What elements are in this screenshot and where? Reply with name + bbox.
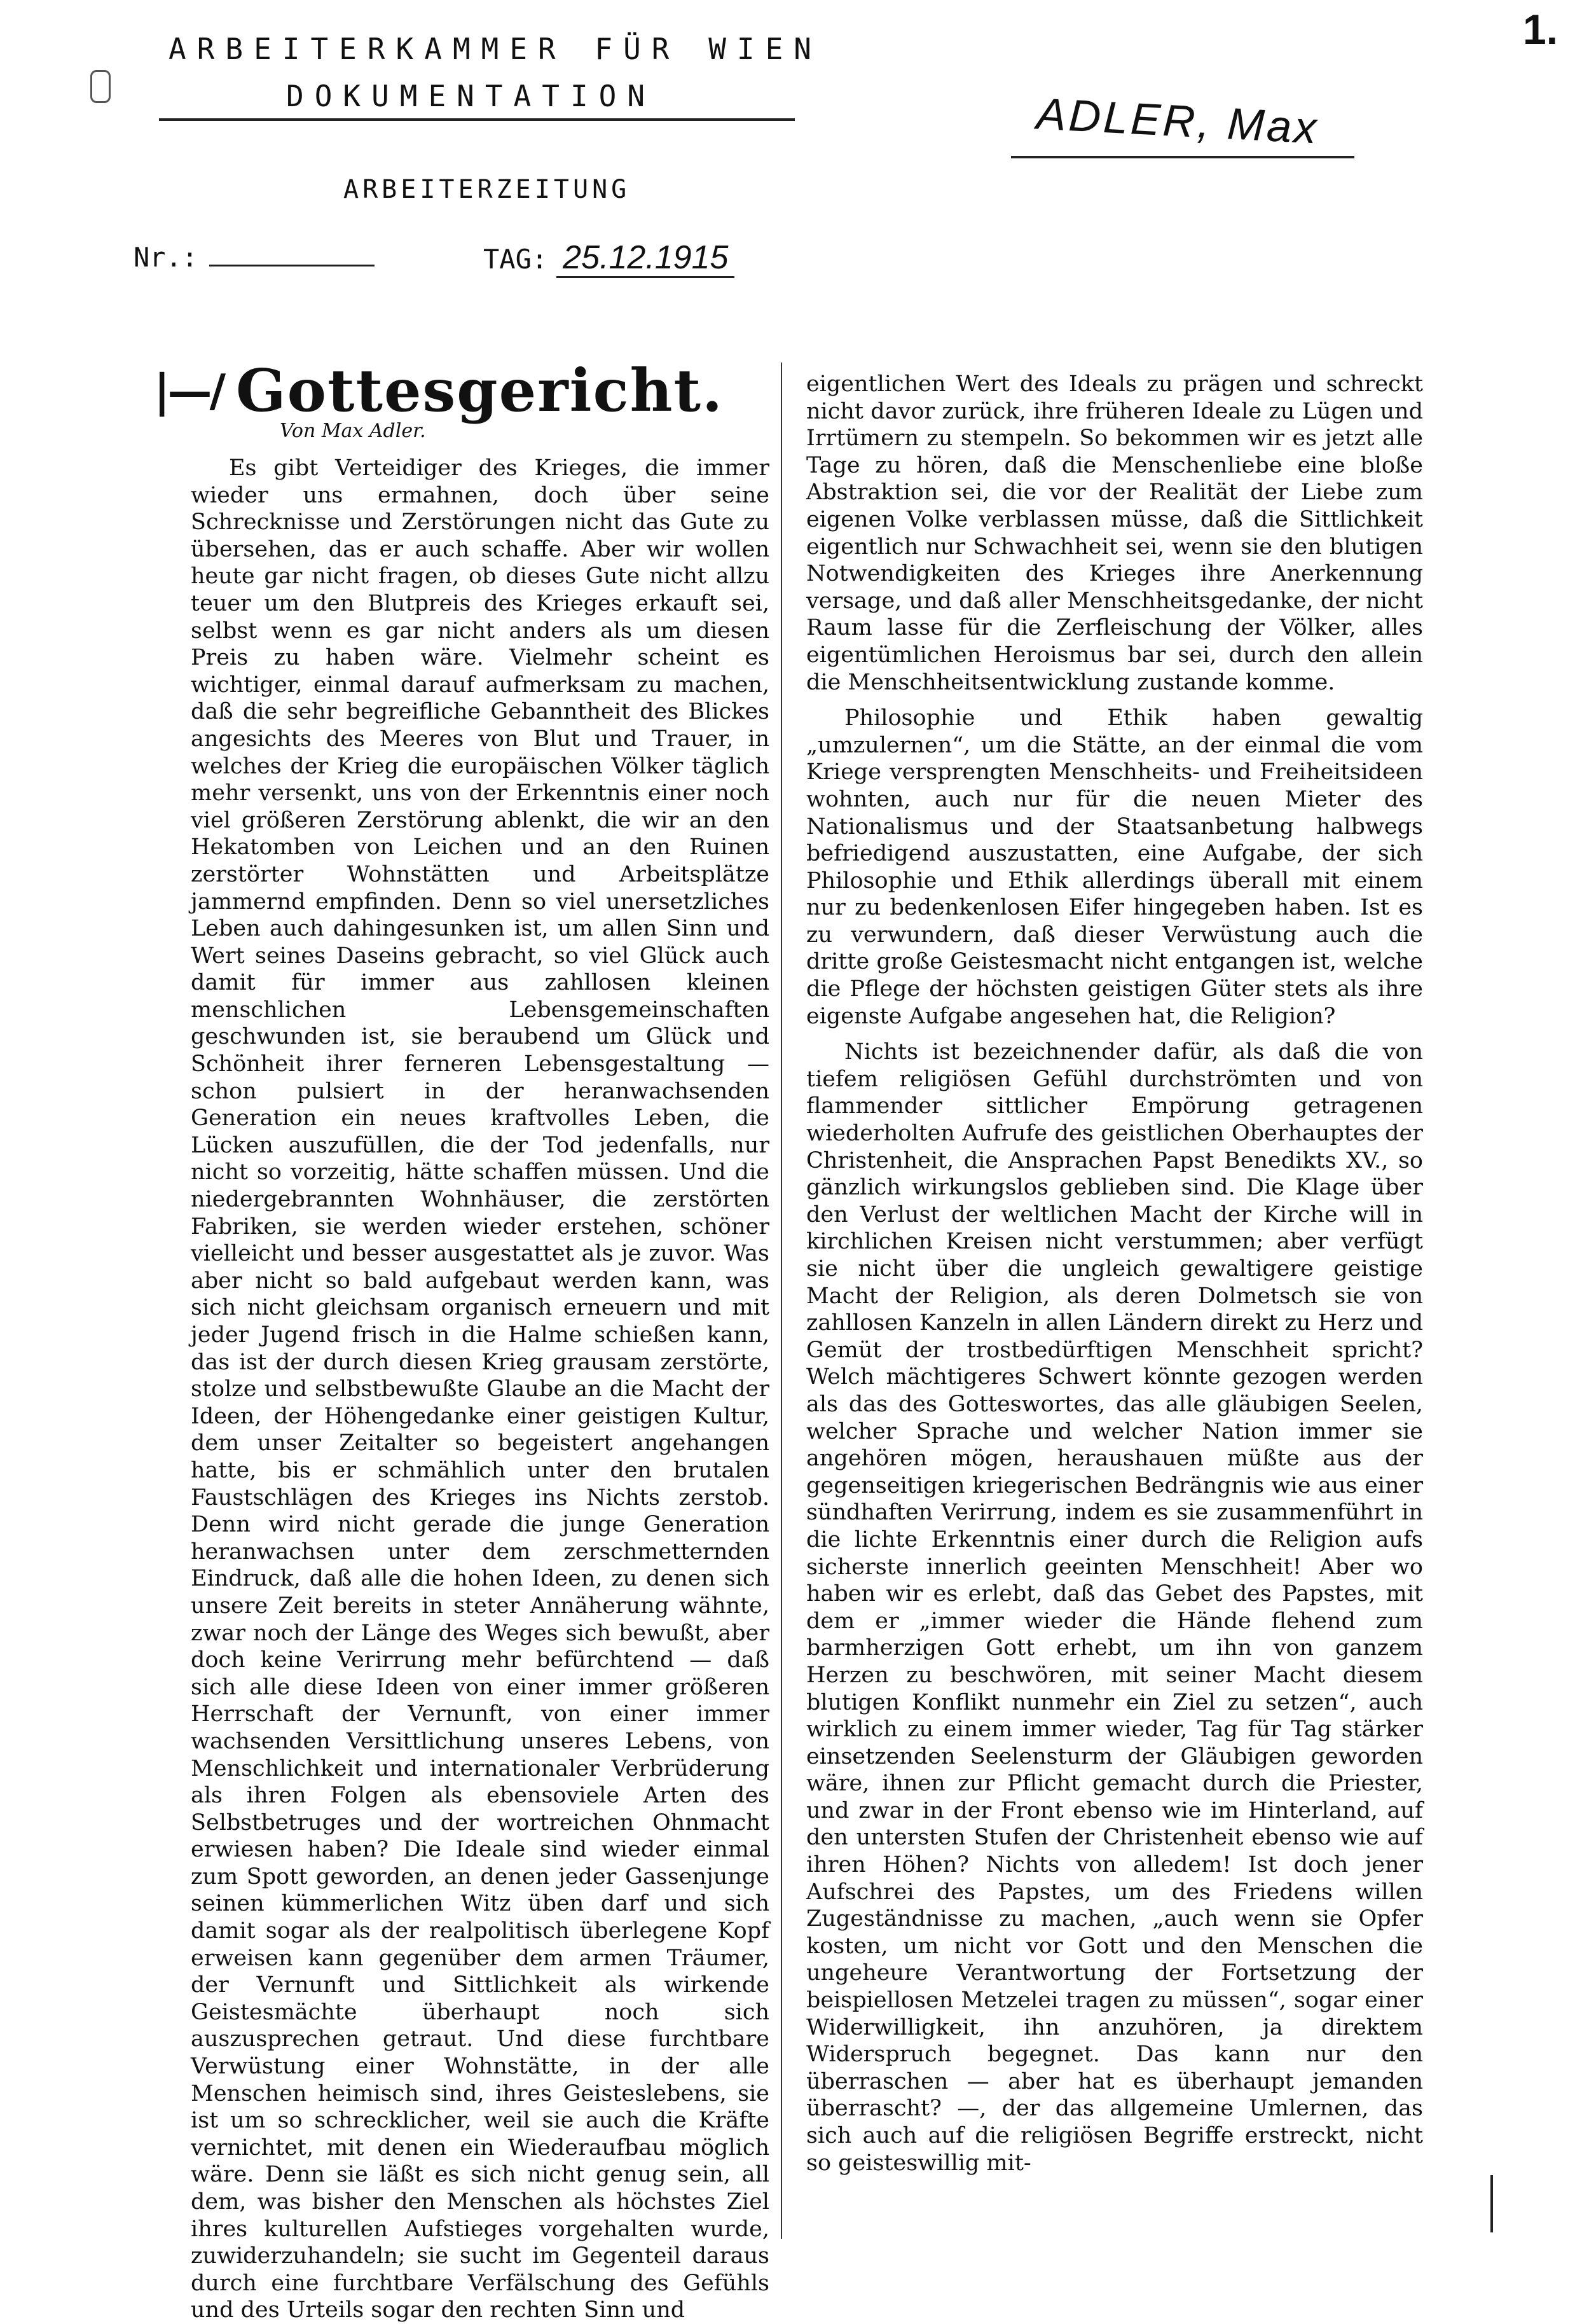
article-byline: Von Max Adler. <box>280 420 426 442</box>
article-title: Gottesgericht. <box>236 356 724 425</box>
archive-header <box>169 25 822 120</box>
issue-number-field <box>134 242 375 273</box>
page-number: 1. <box>1523 6 1558 53</box>
newspaper-name: ARBEITERZEITUNG <box>343 175 631 204</box>
margin-mark <box>1490 2175 1493 2232</box>
department-name: DOKUMENTATION <box>286 79 656 113</box>
author-underline <box>1011 156 1354 158</box>
paragraph: Philosophie und Ethik haben gewaltig „umzulernen“, um die Stätte, an der einmal die vom Kriege versprengten Menschheits- und Freiheitsideen wohnten, auch nur für die neuen Mieter des Nationalismus und der Staatsanbetung halbwegs befriedigend auszustatten, eine Aufgabe, der sich Philosophie und Ethik allerdings überall mit einem nur zu bedenkenlosen Eifer hingegeben haben. Ist es zu verwundern, daß dieser Verwüstung auch die dritte große Geistesmacht nicht entgangen ist, welche die Pflege der höchsten geistigen Güter stets als ihre eigenste Aufgabe angesehen hat, die Religion? <box>806 705 1423 1029</box>
paragraph: Es gibt Verteidiger des Krieges, die immer wieder uns ermahnen, doch über seine Schrecknisse und Zerstörungen nicht das Gute zu übersehen, das er auch schaffe. Aber wir wollen heute gar nicht fragen, ob dieses Gute nicht allzu teuer um den Blutpreis des Krieges erkauft sei, selbst wenn es gar nicht anders als um diesen Preis zu haben wäre. Vielmehr scheint es wichtiger, einmal darauf aufmerksam zu machen, daß die sehr begreifliche Gebanntheit des Blickes angesichts des Meeres von Blut und Trauer, in welches der Krieg die europäischen Völker täglich mehr versenkt, uns von der Erkenntnis einer noch viel größeren Zerstörung ablenkt, die wir an den Hekatomben von Leichen und an den Ruinen zerstörter Wohnstätten und Arbeitsplätze jammernd empfinden. Denn so viel unersetzliches Leben auch dahingesunken ist, um allen Sinn und Wert seines Daseins gebracht, so viel Glück auch damit für immer aus zahllosen kleinen menschlichen Lebensgemeinschaften geschwunden ist, sie beraubend um Glück und Schönheit ihrer ferneren Lebensgestaltung — schon pulsiert in der heranwachsenden Generation ein neues kraftvolles Leben, die Lücken auszufüllen, die der Tod jedenfalls, nur nicht so vorzeitig, hätte schaffen müssen. Und die niedergebrannten Wohnhäuser, die zerstörten Fabriken, sie werden wieder erstehen, schöner vielleicht und besser ausgestattet als je zuvor. Was aber nicht so bald aufgebaut werden kann, was sich nicht gleichsam organisch erneuern und mit jeder Jugend frisch in die Halme schießen kann, das ist der durch diesen Krieg grausam zerstörte, stolze und selbstbewußte Glaube an die Macht der Ideen, der Höhengedanke einer geistigen Kultur, dem unser Zeitalter so begeistert angehangen hatte, bis er schmählich unter den brutalen Faustschlägen des Krieges ins Nichts zerstob. Denn wird nicht gerade die junge Generation heranwachsen unter dem zerschmetternden Eindruck, daß alle die hohen Ideen, zu denen sich unsere Zeit bereits in steter Annäherung wähnte, zwar noch der Länge des Weges sich bewußt, aber doch keine Verirrung mehr befürchtend — daß sich alle diese Ideen von einer immer größeren Herrschaft der Vernunft, von einer immer wachsenden Versittlichung unseres Lebens, von Menschlichkeit und internationaler Verbrüderung als ihren Folgen als ebensoviele Arten des Selbstbetruges und der wortreichen Ohnmacht erwiesen haben? Die Ideale sind wieder einmal zum Spott geworden, an denen jeder Gassenjunge seinen kümmerlichen Witz üben darf und sich damit sogar als der realpolitisch überlegene Kopf erweisen kann gegenüber dem armen Träumer, der Vernunft und Sittlichkeit als wirkende Geistesmächte überhaupt noch sich auszusprechen getraut. Und diese furchtbare Verwüstung einer Wohnstätte, in der alle Menschen heimisch sind, ihres Geisteslebens, sie ist um so schrecklicher, weil sie auch die Kräfte vernichtet, mit denen ein Wiederaufbau möglich wäre. Denn sie läßt es sich nicht genug sein, all dem, was bisher den Menschen als höchstes Ziel ihres kulturellen Aufstieges vorgehalten wurde, zuwiderzuhandeln; sie sucht im Gegenteil daraus durch eine furchtbare Verfälschung des Gefühls und des Urteils sogar den rechten Sinn und <box>191 455 769 2323</box>
article-column-1 <box>191 455 769 2324</box>
issue-number-label: Nr.: <box>134 242 198 273</box>
handwritten-author-note: ADLER, Max <box>1035 88 1321 153</box>
issue-number-blank <box>209 242 375 266</box>
staple-mark <box>90 70 111 103</box>
date-label: TAG: <box>483 244 548 275</box>
header-rule <box>159 118 795 121</box>
paragraph: Nichts ist bezeichnender dafür, als daß die von tiefem religiösen Gefühl durchströmten und von flammender sittlicher Empörung getragenen wiederholten Aufrufe des geistlichen Oberhauptes der Christenheit, die Ansprachen Papst Benedikts XV., so gänzlich wirkungslos geblieben sind. Die Klage über den Verlust der weltlichen Macht der Kirche will in kirchlichen Kreisen nicht verstummen; aber verfügt sie nicht über die ungleich gewaltigere geistige Macht der Religion, als deren Dolmetsch sie von zahllosen Kanzeln in allen Ländern direkt zu Herz und Gemüt der trostbedürftigen Menschheit spricht? Welch mächtigeres Schwert könnte gezogen werden als das des Gotteswortes, das alle gläubigen Seelen, welcher Sprache und welcher Nation immer sie angehören mögen, heraushauen müßte aus der gegenseitigen kriegerischen Bedrängnis wie aus einer sündhaften Verirrung, indem es sie zusammenführt in die lichte Erkenntnis einer durch die Religion aufs sicherste innerlich geeinten Menschheit! Aber wo haben wir es erlebt, daß das Gebet des Papstes, mit dem er „immer wieder die Hände flehend zum barmherzigen Gott erhebt, um ihn von ganzem Herzen zu beschwören, mit seiner Macht diesem blutigen Konflikt nunmehr ein Ziel zu setzen“, auch wirklich zu einem immer wieder, Tag für Tag stärker einsetzenden Seelensturm der Gläubigen geworden wäre, ihnen zur Pflicht gemacht durch die Priester, und zwar in der Front ebenso wie im Hinterland, auf den untersten Stufen der Christenheit ebenso wie auf ihren Höhen? Nichts von alledem! Ist doch jener Aufschrei des Papstes, um des Friedens willen Zugeständnisse zu machen, „auch wenn sie Opfer kosten, um nicht vor Gott und den Menschen die ungeheure Verantwortung der Fortsetzung der beispiellosen Metzelei tragen zu müssen“, sogar einer Widerwilligkeit, ihn anzuhören, ja direktem Widerspruch begegnet. Das kann nur den überraschen — aber hat es überhaupt jemanden überrascht? —, der das allgemeine Umlernen, das sich auch auf die religiösen Begriffe erstreckt, nicht so geisteswillig mit- <box>806 1039 1423 2176</box>
date-value: 25.12.1915 <box>556 239 734 278</box>
institution-name: ARBEITERKAMMER FÜR WIEN <box>169 32 822 66</box>
article-column-2 <box>806 371 1423 2176</box>
paragraph: eigentlichen Wert des Ideals zu prägen und schreckt nicht davor zurück, ihre früheren Ideale zu Lügen und Irrtümern zu stempeln. So bekommen wir es jetzt alle Tage zu hören, daß die Menschenliebe eine bloße Abstraktion sei, die vor der Realität der Liebe zum eigenen Volke verblassen müsse, daß die Sittlichkeit eigentlich nur Schwachheit sei, wenn sie den blutigen Notwendigkeiten des Krieges ihre Anerkennung versage, und daß aller Menschheitsgedanke, der nicht Raum lasse für die Zerfleischung der Völker, alles eigentümlichen Heroismus bar sei, durch den allein die Menschheitsentwicklung zustande komme. <box>806 371 1423 695</box>
column-divider <box>781 363 782 2239</box>
editorial-mark: |—/ <box>154 364 224 417</box>
article-heading <box>154 356 724 425</box>
date-field <box>483 239 734 277</box>
